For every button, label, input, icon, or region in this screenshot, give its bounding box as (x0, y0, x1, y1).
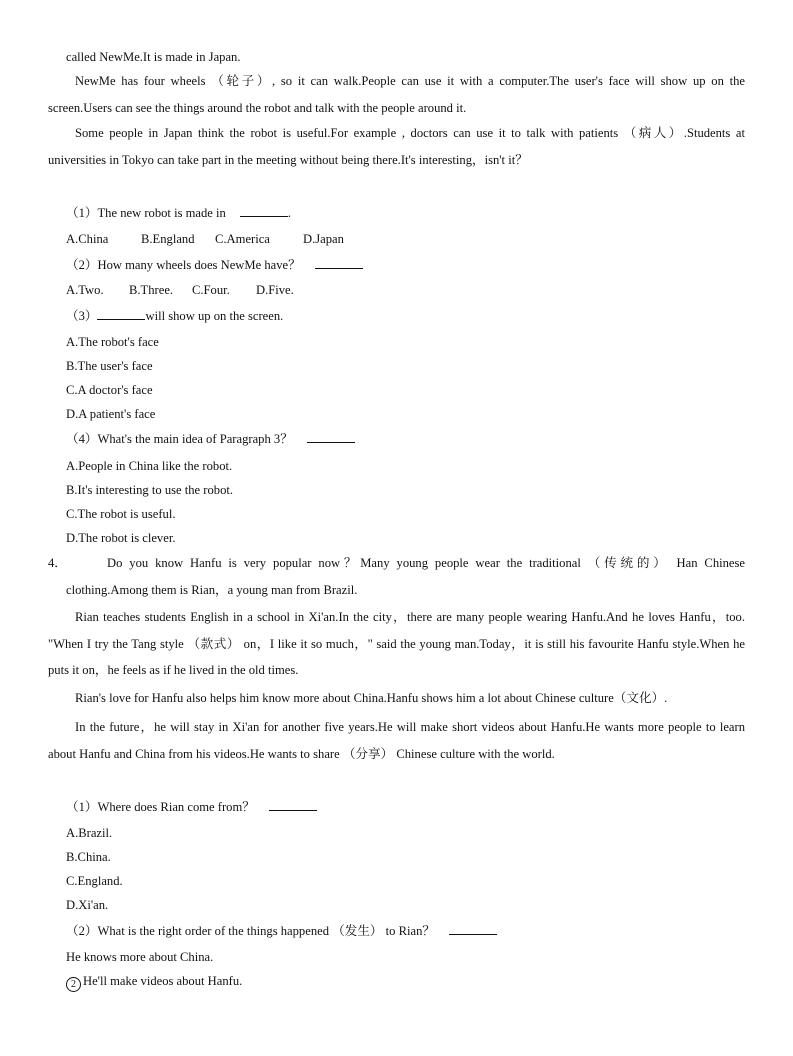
option-c[interactable]: C.America (215, 232, 270, 246)
option-d[interactable]: D.Five. (256, 283, 294, 297)
option-a[interactable]: A.Brazil. (66, 826, 113, 840)
option-a[interactable]: A.People in China like the robot. (66, 459, 233, 473)
answer-blank[interactable] (97, 308, 145, 320)
passage3-paragraph2: NewMe has four wheels （轮子）, so it can walk.People can use it with a computer.The user's face will show up on the screen.Users can see the things around the robot and talk with the people around it. (48, 74, 745, 115)
question4-2-stem: （2）What is the right order of the things happened （发生） to Rian？ (66, 923, 497, 939)
answer-blank[interactable] (315, 257, 363, 269)
passage4-paragraph1-line1: Do you know Hanfu is very popular now？Many young people wear the traditional （传统的） Han Chinese (107, 556, 745, 570)
order-item: He knows more about China. (66, 950, 214, 964)
option-d[interactable]: D.A patient's face (66, 407, 156, 421)
option-b[interactable]: B.England (141, 232, 195, 246)
passage4-paragraph4: In the future，he will stay in Xi'an for another five years.He will make short videos about Hanfu.He wants more people to learn about Hanfu and China from his videos.He wants to share （分享） Chinese culture with the world. (48, 720, 745, 761)
option-d[interactable]: D.The robot is clever. (66, 531, 176, 545)
answer-blank[interactable] (269, 799, 317, 811)
question-number-4: 4． (48, 556, 67, 570)
passage4-paragraph2: Rian teaches students English in a school in Xi'an.In the city，there are many people wearing Hanfu.And he loves Hanfu，too. "When I try the Tang style （款式） on，I like it so much，" said the young man.Today，it is still his favourite Hanfu style.When he puts it on，he feels as if he lived in the old times. (48, 610, 745, 677)
order-item-circled: 2 He'll make videos about Hanfu. (66, 973, 242, 992)
question3-3-stem: （3） will show up on the screen. (66, 309, 284, 323)
answer-blank[interactable] (240, 205, 288, 217)
option-b[interactable]: B.Three. (129, 283, 174, 297)
passage3-paragraph3: Some people in Japan think the robot is useful.For example , doctors can use it to talk with patients （病人）.Students at universities in Tokyo can take part in the meeting without being there.It's interesting，isn't it？ (48, 126, 745, 167)
question3-4-stem: （4）What's the main idea of Paragraph 3？ (66, 431, 355, 447)
option-c[interactable]: C.A doctor's face (66, 383, 153, 397)
option-a[interactable]: A.China (66, 232, 109, 246)
option-c[interactable]: C.The robot is useful. (66, 507, 176, 521)
question3-2-stem: （2）How many wheels does NewMe have？ (66, 257, 363, 273)
option-a[interactable]: A.The robot's face (66, 335, 159, 349)
option-d[interactable]: D.Xi'an. (66, 898, 109, 912)
passage4-paragraph3: Rian's love for Hanfu also helps him know more about China.Hanfu shows him a lot about Chinese culture（文化）. (75, 691, 668, 705)
passage3-line1: called NewMe.It is made in Japan. (66, 50, 241, 64)
option-b[interactable]: B.It's interesting to use the robot. (66, 483, 234, 497)
question3-1-stem: （1）The new robot is made in . (66, 206, 291, 220)
option-c[interactable]: C.Four. (192, 283, 230, 297)
option-a[interactable]: A.Two. (66, 283, 104, 297)
option-b[interactable]: B.China. (66, 850, 111, 864)
option-c[interactable]: C.England. (66, 874, 123, 888)
question4-1-stem: （1）Where does Rian come from？ (66, 799, 317, 815)
answer-blank[interactable] (307, 431, 355, 443)
option-d[interactable]: D.Japan (303, 232, 344, 246)
circled-number-2: 2 (66, 977, 81, 992)
option-b[interactable]: B.The user's face (66, 359, 153, 373)
passage4-paragraph1-line2: clothing.Among them is Rian，a young man from Brazil. (66, 583, 358, 597)
answer-blank[interactable] (449, 923, 497, 935)
